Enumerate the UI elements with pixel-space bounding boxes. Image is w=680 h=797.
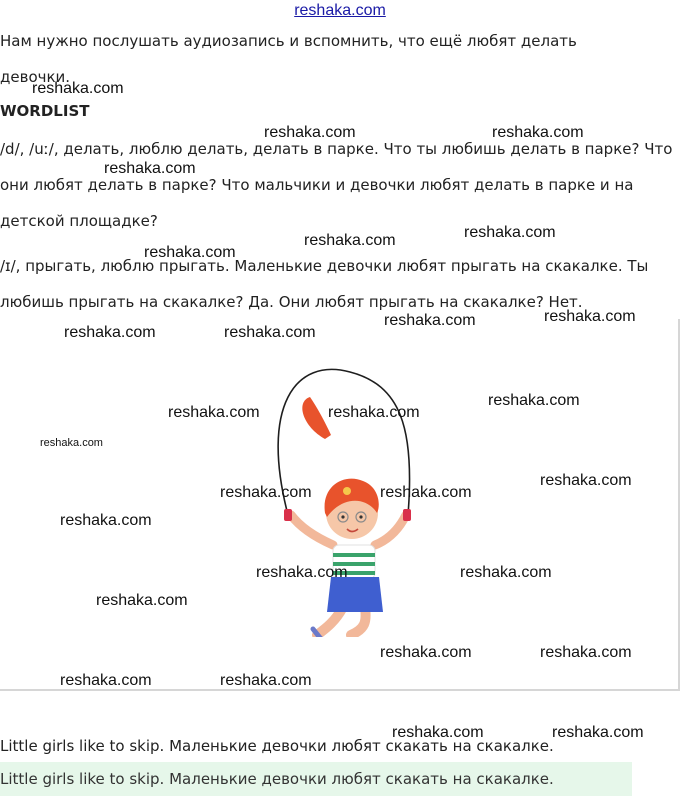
- watermark: reshaka.com: [168, 404, 260, 421]
- watermark: reshaka.com: [544, 308, 636, 325]
- answer-line-highlighted: Little girls like to skip. Маленькие девочки любят скакать на скакалке.: [0, 762, 632, 796]
- watermark: reshaka.com: [460, 564, 552, 581]
- wordlist-heading: WORDLIST: [0, 102, 90, 120]
- girl-skipping-rope-illustration: [255, 367, 430, 637]
- watermark: reshaka.com: [380, 644, 472, 661]
- watermark: reshaka.com: [488, 392, 580, 409]
- watermark: reshaka.com: [104, 160, 196, 177]
- task-intro: Нам нужно послушать аудиозапись и вспомнить, что ещё любят делать девочки.: [0, 32, 577, 86]
- watermark: reshaka.com: [540, 472, 632, 489]
- site-link[interactable]: reshaka.com: [294, 2, 386, 19]
- watermark: reshaka.com: [96, 592, 188, 609]
- answer-line: Little girls like to skip. Маленькие девочки любят скакать на скакалке.: [0, 737, 554, 755]
- watermark: reshaka.com: [220, 672, 312, 689]
- watermark: reshaka.com: [328, 404, 420, 421]
- watermark: reshaka.com: [464, 224, 556, 241]
- watermark: reshaka.com: [392, 724, 484, 741]
- watermark: reshaka.com: [304, 232, 396, 249]
- watermark: reshaka.com: [492, 124, 584, 141]
- watermark: reshaka.com: [380, 484, 472, 501]
- watermark: reshaka.com: [32, 80, 124, 97]
- watermark: reshaka.com: [64, 324, 156, 341]
- watermark: reshaka.com: [552, 724, 644, 741]
- watermark: reshaka.com: [264, 124, 356, 141]
- watermark: reshaka.com: [540, 644, 632, 661]
- wordlist-line-i: /ɪ/, прыгать, люблю прыгать. Маленькие девочки любят прыгать на скакалке. Ты любишь прыгать на скакалке? Да. Они любят прыгать на скакалке? Нет.: [0, 257, 649, 311]
- illustration-frame: [0, 319, 680, 691]
- watermark: reshaka.com: [40, 437, 103, 449]
- watermark: reshaka.com: [60, 512, 152, 529]
- watermark: reshaka.com: [60, 672, 152, 689]
- watermark: reshaka.com: [220, 484, 312, 501]
- watermark: reshaka.com: [144, 244, 236, 261]
- wordlist-line-d: /d/, /uː/, делать, люблю делать, делать в парке. Что ты любишь делать в парке? Что они любят делать в парке? Что мальчики и девочки любят делать в парке и на детской площадке?: [0, 140, 673, 230]
- watermark: reshaka.com: [384, 312, 476, 329]
- watermark: reshaka.com: [224, 324, 316, 341]
- watermark: reshaka.com: [256, 564, 348, 581]
